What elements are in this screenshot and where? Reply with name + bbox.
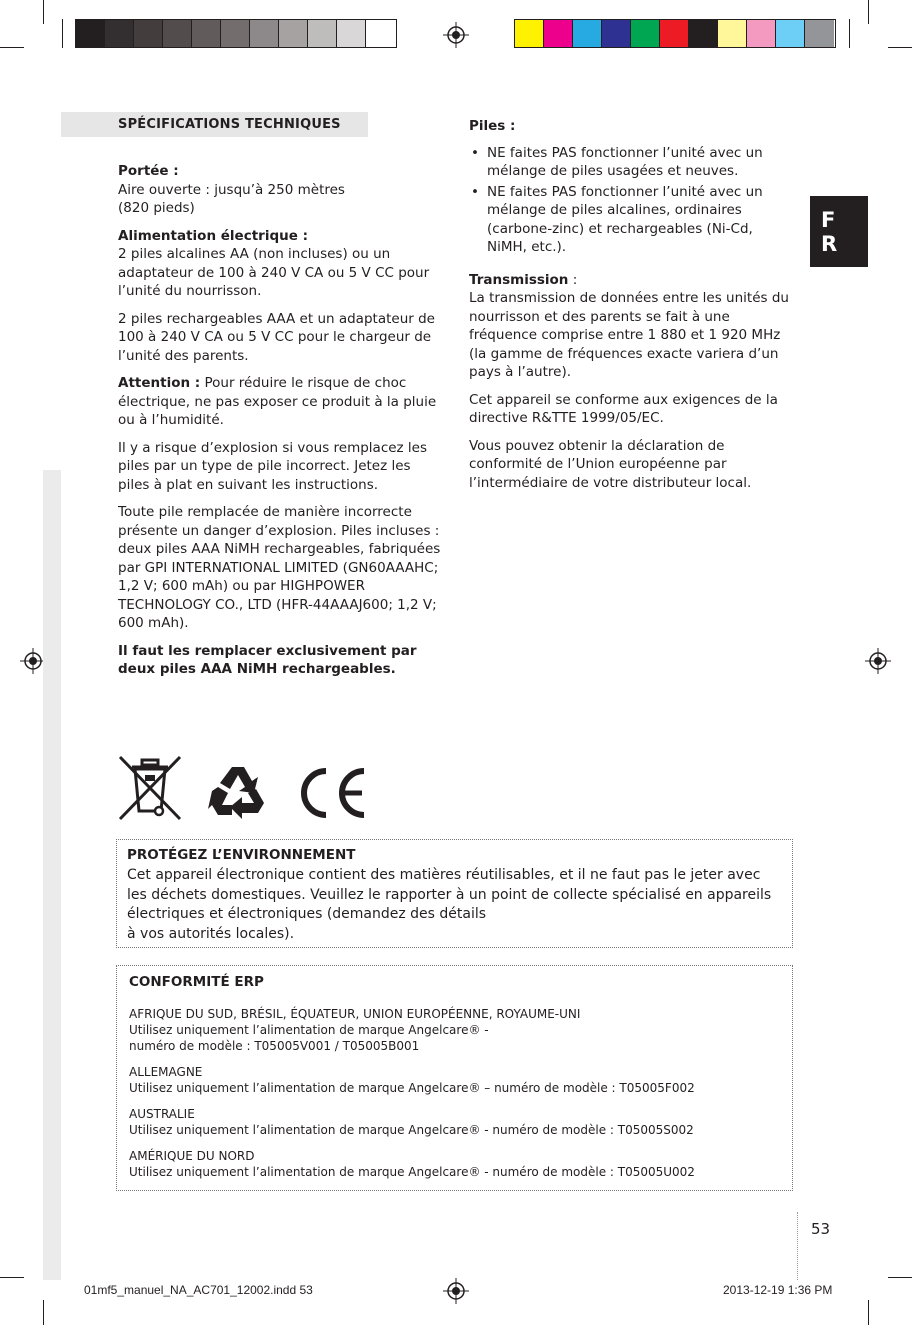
gray-swatch — [105, 20, 134, 47]
gray-swatch — [192, 20, 221, 47]
crop-mark — [0, 47, 24, 48]
color-swatch — [689, 20, 718, 47]
page-number: 53 — [811, 1220, 831, 1238]
crop-mark — [0, 1277, 24, 1278]
left-column — [118, 162, 443, 688]
erp-region: AMÉRIQUE DU NORD — [129, 1149, 255, 1163]
crop-mark — [888, 1277, 912, 1278]
erp-line: Utilisez uniquement l’alimentation de marque Angelcare® - numéro de modèle : T05005U002 — [129, 1165, 695, 1179]
language-tab — [810, 196, 868, 267]
color-swatch — [515, 20, 544, 47]
erp-entry — [129, 1006, 780, 1054]
gray-swatch — [366, 20, 395, 47]
erp-region: AUSTRALIE — [129, 1107, 195, 1121]
range-text-2: (820 pieds) — [118, 200, 195, 216]
transmission-text: La transmission de données entre les unités du nourrisson et des parents se fait à une fréquence comprise entre 1 880 et 1 920 MHz (la gamme de fréquences exacte variera d’un pays à l’autre). — [469, 290, 789, 380]
page-number-separator — [797, 1212, 798, 1280]
ce-mark-icon — [292, 765, 372, 821]
batteries-list — [469, 144, 794, 257]
attention-block — [118, 374, 443, 430]
transmission-block — [469, 271, 794, 382]
language-tab-line-1: F — [821, 208, 836, 232]
color-swatch — [660, 20, 689, 47]
right-column — [469, 117, 794, 501]
color-swatch — [747, 20, 776, 47]
crop-mark — [62, 19, 63, 48]
registration-mark-icon — [865, 648, 891, 674]
color-swatch — [573, 20, 602, 47]
gray-swatch — [337, 20, 366, 47]
explosion-text: Il y a risque d’explosion si vous remplacez les piles par un type de pile incorrect. Jetez les piles à plat en suivant les instructions. — [118, 439, 428, 493]
transmission-label: Transmission — [469, 271, 569, 288]
section-title: SPÉCIFICATIONS TECHNIQUES — [118, 117, 341, 132]
replace-text: Il faut les remplacer exclusivement par deux piles AAA NiMH rechargeables. — [118, 642, 417, 677]
color-swatch — [631, 20, 660, 47]
erp-line: Utilisez uniquement l’alimentation de marque Angelcare® - — [129, 1023, 489, 1037]
erp-entry — [129, 1148, 780, 1180]
margin-strip — [43, 470, 61, 1280]
rtte-text: Cet appareil se conforme aux exigences de la directive R&TTE 1999/05/EC. — [469, 391, 778, 426]
erp-region: AFRIQUE DU SUD, BRÉSIL, ÉQUATEUR, UNION EUROPÉENNE, ROYAUME-UNI — [129, 1007, 581, 1021]
list-item: • NE faites PAS fonctionner l’unité avec un mélange de piles usagées et neuves. — [469, 144, 794, 181]
attention-text: Pour réduire le risque de choc électrique, ne pas exposer ce produit à la pluie ou à l’humidité. — [118, 375, 437, 428]
color-swatch — [776, 20, 805, 47]
battery-text: Toute pile remplacée de manière incorrecte présente un danger d’explosion. Piles incluses : deux piles AAA NiMH rechargeables, fabriquées par GPI INTERNATIONAL LIMITED (GN60AAAHC; 1,2 V; 600 mAh) ou par HIGHPOWER TECHNOLOGY CO., LTD (HFR-44AAAJ600; 1,2 V; 600 mAh). — [118, 504, 441, 631]
erp-title: CONFORMITÉ ERP — [129, 974, 264, 990]
attention-label: Attention : — [118, 375, 201, 391]
erp-line: Utilisez uniquement l’alimentation de marque Angelcare® – numéro de modèle : T05005F002 — [129, 1081, 695, 1095]
range-text: Aire ouverte : jusqu’à 250 mètres — [118, 181, 345, 198]
erp-region: ALLEMAGNE — [129, 1065, 203, 1079]
environment-text-2: à vos autorités locales). — [127, 925, 295, 942]
section-header — [61, 112, 368, 137]
declaration-text: Vous pouvez obtenir la déclaration de conformité de l’Union européenne par l’intermédiaire de votre distributeur local. — [469, 437, 752, 491]
range-block — [118, 162, 443, 218]
registration-mark-icon — [443, 22, 469, 48]
power-block — [118, 227, 443, 301]
color-swatch — [602, 20, 631, 47]
erp-entry — [129, 1106, 780, 1138]
power-text-2: 2 piles rechargeables AAA et un adaptateur de 100 à 240 V CA ou 5 V CC pour le chargeur de l’unité des parents. — [118, 310, 435, 364]
crop-mark — [43, 1300, 44, 1325]
footer-file: 01mf5_manuel_NA_AC701_12002.indd 53 — [84, 1283, 313, 1297]
crop-mark — [888, 47, 912, 48]
gray-swatch — [163, 20, 192, 47]
range-label: Portée : — [118, 163, 179, 179]
environment-text — [127, 866, 782, 944]
erp-list — [129, 1006, 780, 1180]
environment-box — [116, 839, 793, 948]
recycle-icon — [208, 763, 268, 821]
erp-line: Utilisez uniquement l’alimentation de marque Angelcare® - numéro de modèle : T05005S002 — [129, 1123, 694, 1137]
power-text: 2 piles alcalines AA (non incluses) ou un adaptateur de 100 à 240 V CA ou 5 V CC pour l’unité du nourrisson. — [118, 246, 430, 299]
gray-swatch — [76, 20, 105, 47]
language-tab-line-2: R — [821, 232, 838, 256]
color-swatch — [544, 20, 573, 47]
gray-swatch — [134, 20, 163, 47]
crop-mark — [868, 0, 869, 24]
registration-mark-icon — [443, 1278, 469, 1304]
grayscale-color-bar — [75, 19, 397, 48]
power-label: Alimentation électrique : — [118, 227, 308, 244]
gray-swatch — [221, 20, 250, 47]
process-color-bar — [514, 19, 836, 48]
batteries-label: Piles : — [469, 118, 516, 134]
erp-box — [116, 965, 793, 1191]
crop-mark — [43, 0, 44, 24]
transmission-colon: : — [568, 271, 578, 288]
environment-text-1: Cet appareil électronique contient des matières réutilisables, et il ne faut pas le jeter avec les déchets domestiques. Veuillez le rapporter à un point de collecte spécialisé en appareils électriques et électroniques (demandez des détails — [127, 867, 772, 922]
color-swatch — [805, 20, 834, 47]
gray-swatch — [250, 20, 279, 47]
color-swatch — [718, 20, 747, 47]
footer-date: 2013-12-19 1:36 PM — [723, 1283, 833, 1297]
environment-title: PROTÉGEZ L’ENVIRONNEMENT — [127, 847, 356, 863]
gray-swatch — [279, 20, 308, 47]
erp-line: numéro de modèle : T05005V001 / T05005B001 — [129, 1039, 420, 1053]
crop-mark — [868, 1300, 869, 1325]
erp-entry — [129, 1064, 780, 1096]
crop-mark — [849, 19, 850, 48]
gray-swatch — [308, 20, 337, 47]
compliance-icons — [116, 755, 376, 825]
weee-bin-icon — [116, 755, 184, 823]
list-item: • NE faites PAS fonctionner l’unité avec un mélange de piles alcalines, ordinaires (carbone-zinc) et rechargeables (Ni-Cd, NiMH, etc.). — [469, 183, 794, 257]
